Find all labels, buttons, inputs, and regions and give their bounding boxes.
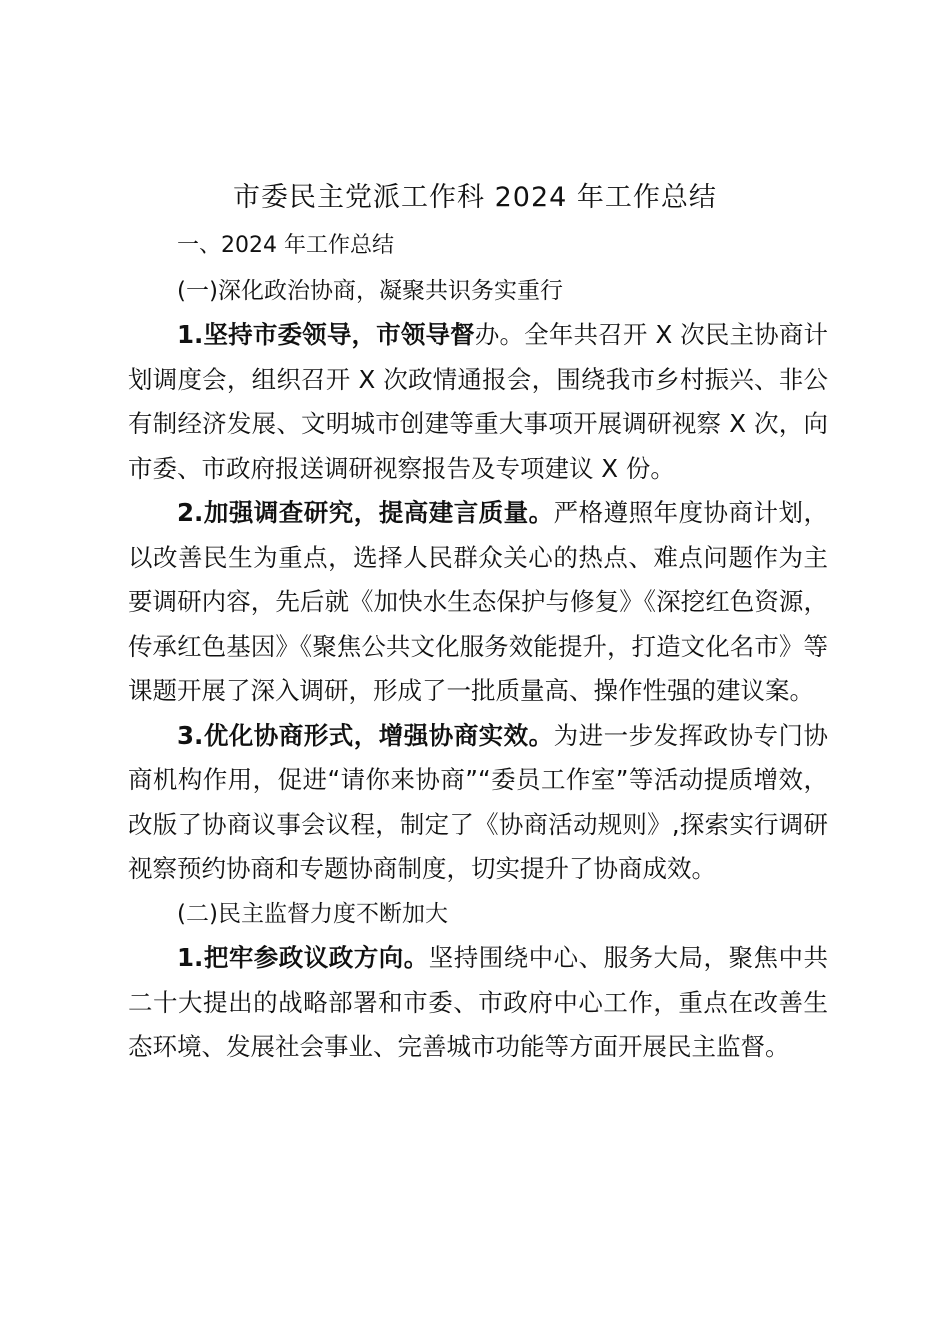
paragraph-lead: 1.把牢参政议政方向。 <box>177 943 429 972</box>
paragraph-text: 坚持围绕中心、服务大局，聚焦中共二十大提出的战略部署和市委、市政府中心工作，重点在改善生态环境、发展社会事业、完善城市功能等方面开展民主监督。 <box>128 943 829 1061</box>
paragraph <box>128 714 828 892</box>
document-title: 市委民主党派工作科 2024 年工作总结 <box>233 182 717 213</box>
paragraph-text: 严格遵照年度协商计划，以改善民生为重点，选择人民群众关心的热点、难点问题作为主要调研内容，先后就《加快水生态保护与修复》《深挖红色资源，传承红色基因》《聚焦公共文化服务效能提升，打造文化名市》等课题开展了深入调研，形成了一批质量高、操作性强的建议案。 <box>128 498 828 705</box>
paragraph <box>128 936 828 1070</box>
subsection-heading: (一)深化政治协商，凝聚共识务实重行 <box>177 277 563 304</box>
paragraph-text: 办。全年共召开 X 次民主协商计划调度会，组织召开 X 次政情通报会，围绕我市乡村振兴、非公有制经济发展、文明城市创建等重大事项开展调研视察 X 次，向市委、市政府报送调研视察报告及专项建议 X 份。 <box>128 320 829 483</box>
paragraph <box>128 313 828 491</box>
subsection-heading: (二)民主监督力度不断加大 <box>177 900 448 927</box>
section-heading: 一、2024 年工作总结 <box>177 233 394 258</box>
paragraph-lead: 1.坚持市委领导，市领导督 <box>177 320 475 349</box>
document-body <box>128 224 828 1070</box>
paragraph-lead: 2.加强调查研究，提高建言质量。 <box>177 498 554 527</box>
paragraph <box>128 491 828 714</box>
paragraph-text: 为进一步发挥政协专门协商机构作用，促进“请你来协商”“委员工作室”等活动提质增效，改版了协商议事会议程，制定了《协商活动规则》,探索实行调研视察预约协商和专题协商制度，切实提升了协商成效。 <box>128 720 828 883</box>
paragraph-lead: 3.优化协商形式，增强协商实效。 <box>177 720 554 750</box>
